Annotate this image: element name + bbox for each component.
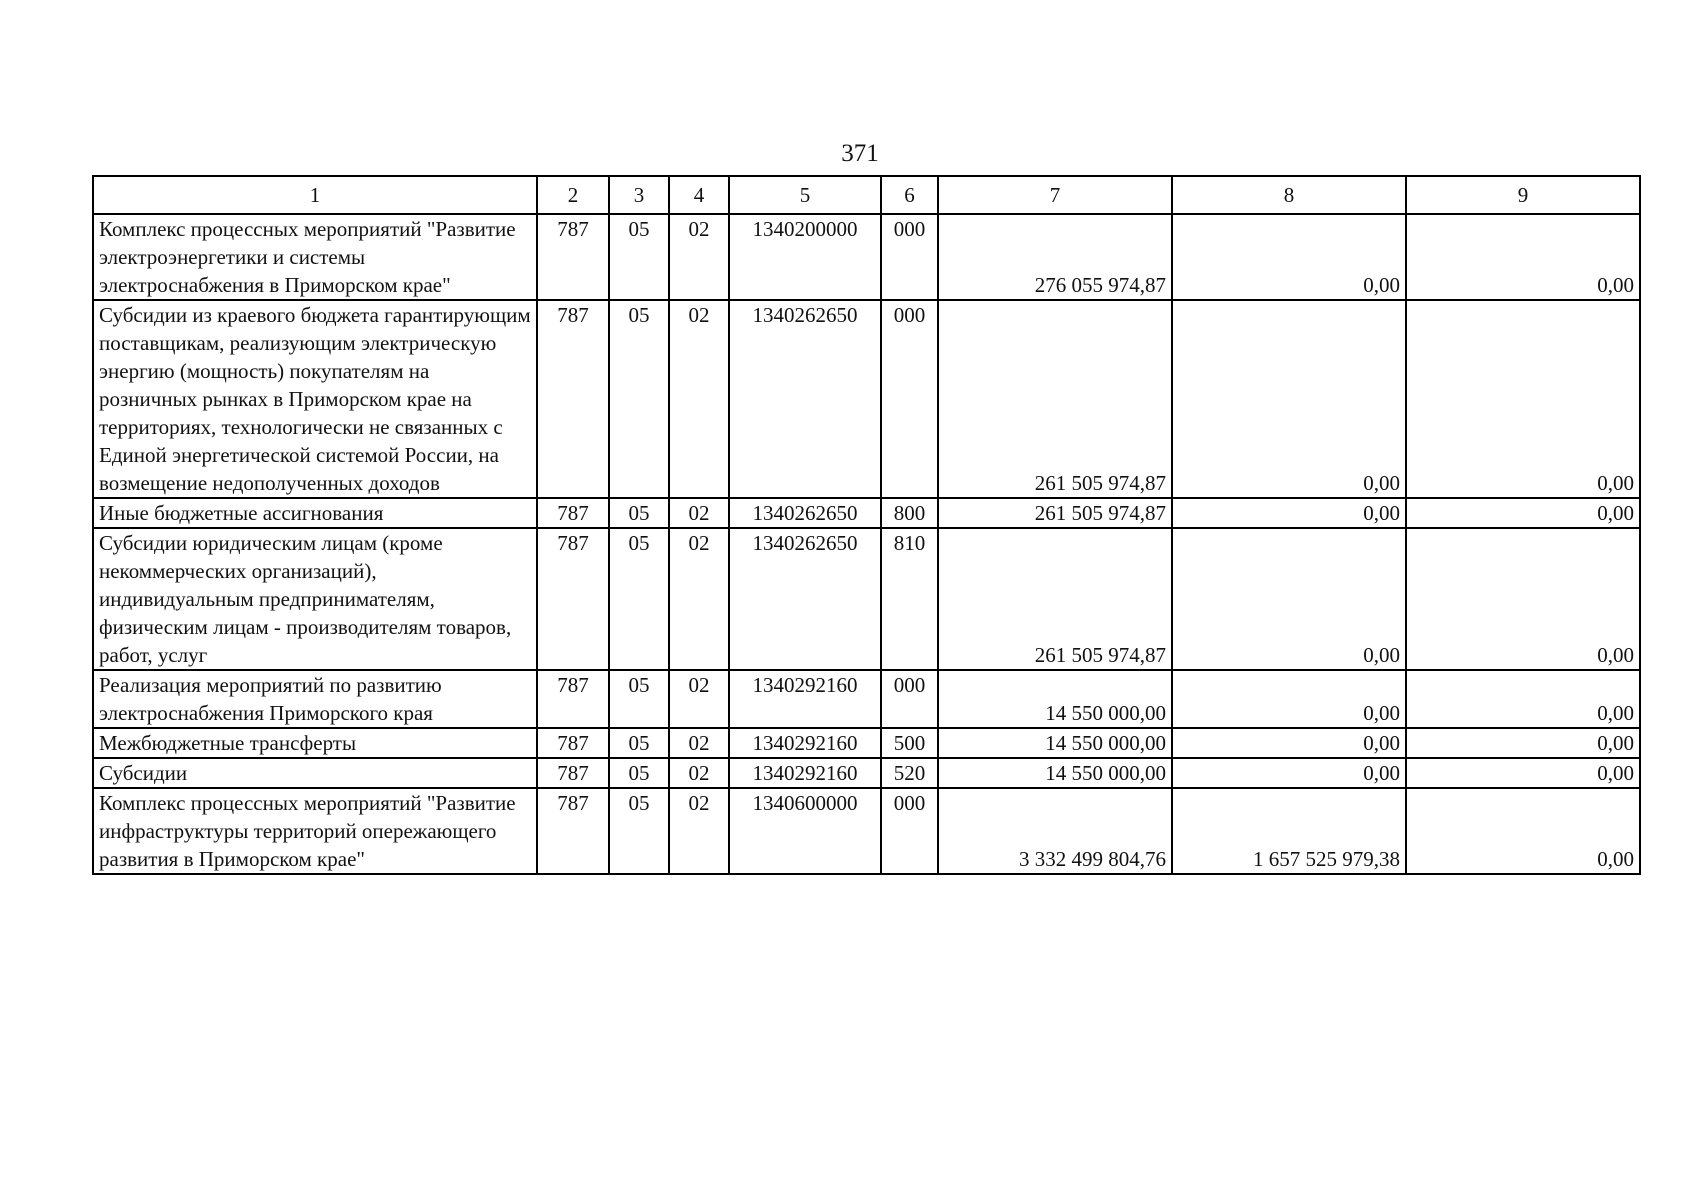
row-amount-col8: 0,00 xyxy=(1172,498,1406,528)
row-amount-col9: 0,00 xyxy=(1406,758,1640,788)
row-amount-col9: 0,00 xyxy=(1406,214,1640,300)
row-expense-type-code: 810 xyxy=(881,528,938,670)
row-amount-col8: 0,00 xyxy=(1172,528,1406,670)
row-subsection-code: 02 xyxy=(669,528,729,670)
row-amount-col9: 0,00 xyxy=(1406,528,1640,670)
row-name: Реализация мероприятий по развитию электроснабжения Приморского края xyxy=(93,670,537,728)
row-amount-col9: 0,00 xyxy=(1406,728,1640,758)
row-amount-col7: 14 550 000,00 xyxy=(938,670,1172,728)
col-header-9: 9 xyxy=(1406,176,1640,214)
col-header-5: 5 xyxy=(729,176,881,214)
row-subsection-code: 02 xyxy=(669,670,729,728)
row-target-code: 1340262650 xyxy=(729,498,881,528)
row-target-code: 1340292160 xyxy=(729,728,881,758)
row-admin-code: 787 xyxy=(537,788,609,874)
row-target-code: 1340292160 xyxy=(729,670,881,728)
row-admin-code: 787 xyxy=(537,528,609,670)
row-admin-code: 787 xyxy=(537,214,609,300)
row-subsection-code: 02 xyxy=(669,788,729,874)
row-target-code: 1340262650 xyxy=(729,300,881,498)
row-target-code: 1340262650 xyxy=(729,528,881,670)
row-name: Межбюджетные трансферты xyxy=(93,728,537,758)
row-admin-code: 787 xyxy=(537,728,609,758)
row-amount-col7: 14 550 000,00 xyxy=(938,728,1172,758)
row-expense-type-code: 500 xyxy=(881,728,938,758)
table-row xyxy=(93,498,1640,528)
table-row xyxy=(93,758,1640,788)
row-amount-col9: 0,00 xyxy=(1406,300,1640,498)
row-amount-col7: 14 550 000,00 xyxy=(938,758,1172,788)
row-expense-type-code: 000 xyxy=(881,214,938,300)
table-row xyxy=(93,528,1640,670)
table-row xyxy=(93,728,1640,758)
row-expense-type-code: 520 xyxy=(881,758,938,788)
col-header-3: 3 xyxy=(609,176,669,214)
col-header-1: 1 xyxy=(93,176,537,214)
row-section-code: 05 xyxy=(609,670,669,728)
row-section-code: 05 xyxy=(609,498,669,528)
row-section-code: 05 xyxy=(609,528,669,670)
row-admin-code: 787 xyxy=(537,758,609,788)
row-name: Комплекс процессных мероприятий "Развитие электроэнергетики и системы электроснабжения в Приморском крае" xyxy=(93,214,537,300)
row-amount-col7: 3 332 499 804,76 xyxy=(938,788,1172,874)
row-section-code: 05 xyxy=(609,214,669,300)
row-amount-col8: 0,00 xyxy=(1172,758,1406,788)
row-amount-col7: 261 505 974,87 xyxy=(938,300,1172,498)
row-amount-col8: 1 657 525 979,38 xyxy=(1172,788,1406,874)
row-expense-type-code: 800 xyxy=(881,498,938,528)
row-name: Комплекс процессных мероприятий "Развитие инфраструктуры территорий опережающего развития в Приморском крае" xyxy=(93,788,537,874)
row-section-code: 05 xyxy=(609,300,669,498)
row-expense-type-code: 000 xyxy=(881,788,938,874)
row-amount-col7: 276 055 974,87 xyxy=(938,214,1172,300)
row-section-code: 05 xyxy=(609,728,669,758)
row-name: Субсидии xyxy=(93,758,537,788)
row-amount-col9: 0,00 xyxy=(1406,670,1640,728)
row-subsection-code: 02 xyxy=(669,728,729,758)
row-target-code: 1340600000 xyxy=(729,788,881,874)
table-row xyxy=(93,214,1640,300)
row-name: Субсидии из краевого бюджета гарантирующим поставщикам, реализующим электрическую энергию (мощность) покупателям на розничных рынках в Приморском крае на территориях, технологически не связанных с Единой энергетической системой России, на возмещение недополученных доходов xyxy=(93,300,537,498)
row-section-code: 05 xyxy=(609,758,669,788)
col-header-6: 6 xyxy=(881,176,938,214)
row-amount-col9: 0,00 xyxy=(1406,498,1640,528)
row-subsection-code: 02 xyxy=(669,214,729,300)
row-amount-col8: 0,00 xyxy=(1172,214,1406,300)
row-amount-col8: 0,00 xyxy=(1172,670,1406,728)
row-section-code: 05 xyxy=(609,788,669,874)
row-amount-col7: 261 505 974,87 xyxy=(938,528,1172,670)
row-subsection-code: 02 xyxy=(669,300,729,498)
row-amount-col7: 261 505 974,87 xyxy=(938,498,1172,528)
table-row xyxy=(93,670,1640,728)
page-number: 371 xyxy=(841,140,879,167)
row-admin-code: 787 xyxy=(537,498,609,528)
row-expense-type-code: 000 xyxy=(881,670,938,728)
row-admin-code: 787 xyxy=(537,670,609,728)
row-target-code: 1340200000 xyxy=(729,214,881,300)
row-amount-col9: 0,00 xyxy=(1406,788,1640,874)
row-admin-code: 787 xyxy=(537,300,609,498)
table-row xyxy=(93,300,1640,498)
col-header-7: 7 xyxy=(938,176,1172,214)
row-amount-col8: 0,00 xyxy=(1172,728,1406,758)
col-header-2: 2 xyxy=(537,176,609,214)
row-subsection-code: 02 xyxy=(669,498,729,528)
col-header-8: 8 xyxy=(1172,176,1406,214)
col-header-4: 4 xyxy=(669,176,729,214)
row-name: Субсидии юридическим лицам (кроме некоммерческих организаций), индивидуальным предпринимателям, физическим лицам - производителям товаров, работ, услуг xyxy=(93,528,537,670)
header-row xyxy=(93,176,1640,214)
row-target-code: 1340292160 xyxy=(729,758,881,788)
row-subsection-code: 02 xyxy=(669,758,729,788)
row-expense-type-code: 000 xyxy=(881,300,938,498)
table-row xyxy=(93,788,1640,874)
budget-table xyxy=(92,175,1641,875)
row-name: Иные бюджетные ассигнования xyxy=(93,498,537,528)
row-amount-col8: 0,00 xyxy=(1172,300,1406,498)
